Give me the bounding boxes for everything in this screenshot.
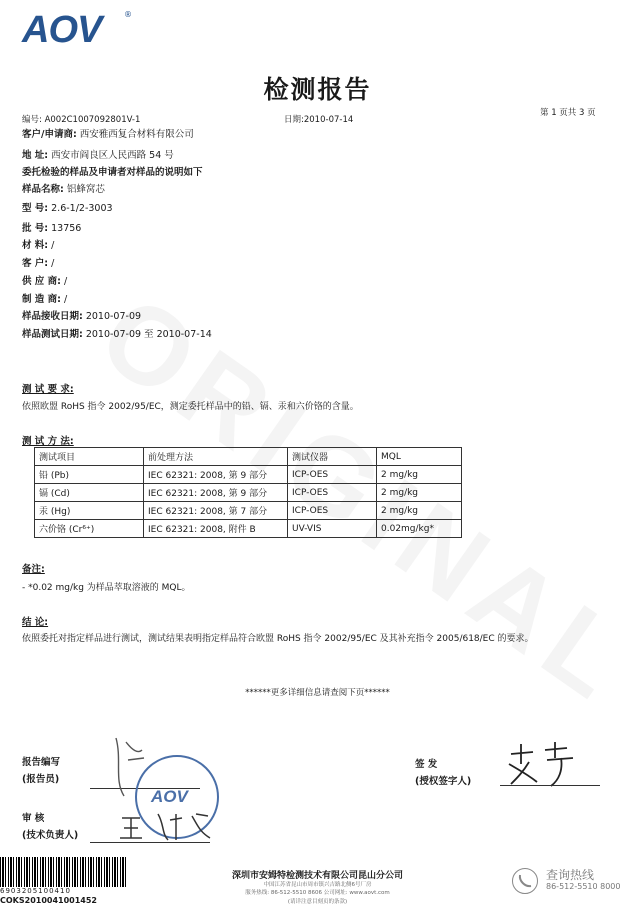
table-cell: 2 mg/kg <box>377 466 462 484</box>
table-cell: ICP-OES <box>288 484 377 502</box>
info-row: 客户/申请商: 西安雅西复合材料有限公司 <box>22 129 194 140</box>
info-row: 型 号: 2.6-1/2-3003 <box>22 203 113 214</box>
reviewer-signature-line <box>90 842 210 843</box>
approver-signature <box>505 740 585 790</box>
info-row: 供 应 商: / <box>22 276 68 287</box>
seal-logo: AOV <box>151 787 188 806</box>
aov-logo: AOV <box>22 9 102 51</box>
reviewer-label: 审 核 (技术负责人) <box>22 813 79 841</box>
hotline-number: 86-512-5510 8000 <box>546 882 621 891</box>
table-cell: 0.02mg/kg* <box>377 520 462 538</box>
info-row: 材 料: / <box>22 240 55 251</box>
approver-signature-line <box>500 785 600 786</box>
writer-label: 报告编写 (报告员) <box>22 757 61 785</box>
reviewer-signature <box>118 810 218 844</box>
hotline-label: 查询热线 <box>546 868 595 882</box>
barcode-code: COKS2010041001452 <box>0 896 97 905</box>
approver-label: 签 发 (授权签字人) <box>415 759 472 787</box>
column-header: 测试仪器 <box>288 448 377 466</box>
phone-icon <box>512 868 538 894</box>
footer-address: 中国江苏省昆山市周市镇兴吉路北侧6号厂房 <box>263 882 372 888</box>
report-title: 检测报告 <box>263 75 372 104</box>
info-row: 制 造 商: / <box>22 294 68 305</box>
table-cell: IEC 62321: 2008, 第 7 部分 <box>144 502 288 520</box>
info-row: 委托检验的样品及申请者对样品的说明如下 <box>22 167 203 178</box>
table-cell: 2 mg/kg <box>377 502 462 520</box>
report-date: 日期:2010-07-14 <box>284 115 354 125</box>
notes-text: - *0.02 mg/kg 为样品萃取溶液的 MQL。 <box>22 583 191 593</box>
conclusion-text: 依照委托对指定样品进行测试，测试结果表明指定样品符合欧盟 RoHS 指令 2002/95/EC 及其补充指令 2005/618/EC 的要求。 <box>22 634 534 644</box>
footer-company: 深圳市安姆特检测技术有限公司昆山分公司 <box>231 871 403 881</box>
info-row: 地 址: 西安市阎良区人民西路 54 号 <box>22 150 174 161</box>
table-cell: UV-VIS <box>288 520 377 538</box>
table-header-row <box>35 448 462 466</box>
table-cell: 六价铬 (Cr⁶⁺) <box>35 520 144 538</box>
table-row <box>35 466 462 484</box>
column-header: MQL <box>377 448 462 466</box>
footer-contact: 服务热线: 86-512-5510 8606 公司网址: www.aovt.com <box>245 890 390 896</box>
table-cell: IEC 62321: 2008, 第 9 部分 <box>144 484 288 502</box>
table-row <box>35 502 462 520</box>
table-cell: IEC 62321: 2008, 第 9 部分 <box>144 466 288 484</box>
report-number: 编号: A002C1007092801V-1 <box>22 115 141 125</box>
requirement-heading: 测 试 要 求: <box>22 384 74 395</box>
table-row <box>35 484 462 502</box>
table-row <box>35 520 462 538</box>
table-cell: 镉 (Cd) <box>35 484 144 502</box>
footer-notice: (请详注意目刻页的条款) <box>287 899 348 905</box>
next-page-note: ******更多详细信息请查阅下页****** <box>245 688 390 698</box>
notes-heading: 备注: <box>22 564 45 575</box>
table-cell: 铅 (Pb) <box>35 466 144 484</box>
info-row: 样品接收日期: 2010-07-09 <box>22 311 142 322</box>
registered-mark: ® <box>124 10 132 19</box>
column-header: 前处理方法 <box>144 448 288 466</box>
table-cell: ICP-OES <box>288 502 377 520</box>
barcode-number: 6903205100410 <box>0 887 71 895</box>
table-cell: 2 mg/kg <box>377 484 462 502</box>
info-row: 样品测试日期: 2010-07-09 至 2010-07-14 <box>22 329 212 340</box>
table-cell: IEC 62321: 2008, 附件 B <box>144 520 288 538</box>
table-cell: ICP-OES <box>288 466 377 484</box>
info-row: 客 户: / <box>22 258 55 269</box>
column-header: 测试项目 <box>35 448 144 466</box>
table-cell: 汞 (Hg) <box>35 502 144 520</box>
requirement-text: 依照欧盟 RoHS 指令 2002/95/EC，测定委托样品中的铅、镉、汞和六价铬的含量。 <box>22 402 359 412</box>
conclusion-heading: 结 论: <box>22 617 49 628</box>
page-number: 第 1 页共 3 页 <box>540 108 596 118</box>
method-table <box>34 447 462 538</box>
info-row: 批 号: 13756 <box>22 223 82 234</box>
info-row: 样品名称: 铝蜂窝芯 <box>22 184 105 195</box>
method-heading: 测 试 方 法: <box>22 436 74 447</box>
